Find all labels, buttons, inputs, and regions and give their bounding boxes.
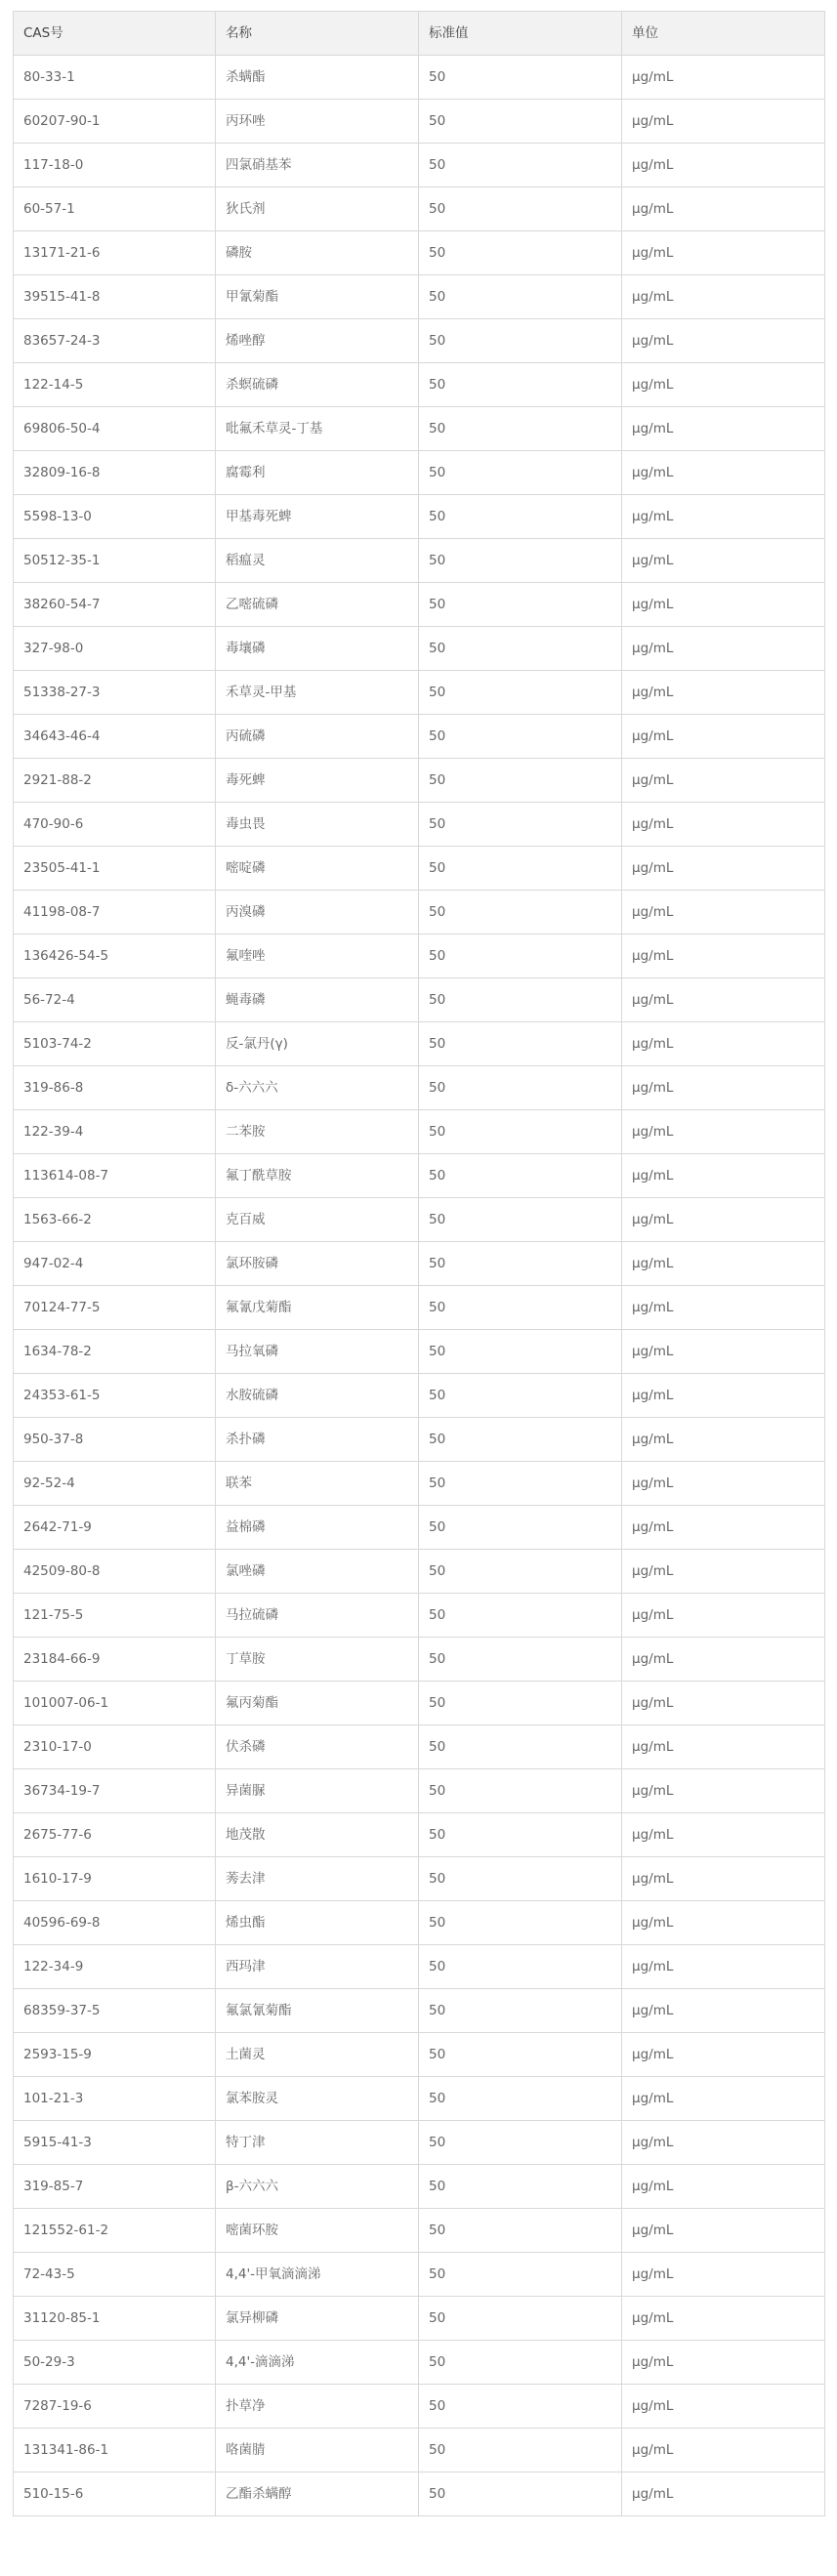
cell-name: 嘧菌环胺	[216, 2209, 419, 2253]
table-row	[14, 715, 825, 759]
cell-unit: μg/mL	[622, 583, 825, 627]
cell-name: 丙硫磷	[216, 715, 419, 759]
cell-standard-value: 50	[419, 759, 622, 803]
cell-cas: 38260-54-7	[14, 583, 216, 627]
cell-cas: 122-39-4	[14, 1110, 216, 1154]
cell-standard-value: 50	[419, 2472, 622, 2516]
cell-standard-value: 50	[419, 1506, 622, 1550]
cell-name: 反-氯丹(γ)	[216, 1022, 419, 1066]
table-row	[14, 2385, 825, 2429]
table-row	[14, 187, 825, 231]
cell-unit: μg/mL	[622, 1330, 825, 1374]
table-row	[14, 1506, 825, 1550]
cell-standard-value: 50	[419, 1945, 622, 1989]
cell-name: 禾草灵-甲基	[216, 671, 419, 715]
cell-name: 氯异柳磷	[216, 2297, 419, 2341]
cell-cas: 24353-61-5	[14, 1374, 216, 1418]
cell-cas: 101007-06-1	[14, 1682, 216, 1725]
cell-standard-value: 50	[419, 1374, 622, 1418]
cell-cas: 510-15-6	[14, 2472, 216, 2516]
cell-name: 甲氰菊酯	[216, 275, 419, 319]
cell-name: 丙溴磷	[216, 891, 419, 935]
cell-name: 土菌灵	[216, 2033, 419, 2077]
cell-unit: μg/mL	[622, 1418, 825, 1462]
table-row	[14, 1022, 825, 1066]
table-row	[14, 1550, 825, 1594]
table-row	[14, 2253, 825, 2297]
cell-unit: μg/mL	[622, 1594, 825, 1638]
table-row	[14, 1857, 825, 1901]
cell-cas: 5103-74-2	[14, 1022, 216, 1066]
cell-unit: μg/mL	[622, 56, 825, 100]
table-row	[14, 2341, 825, 2385]
cell-unit: μg/mL	[622, 451, 825, 495]
cell-name: 伏杀磷	[216, 1725, 419, 1769]
cell-unit: μg/mL	[622, 1066, 825, 1110]
table-row	[14, 1638, 825, 1682]
cell-cas: 51338-27-3	[14, 671, 216, 715]
cell-cas: 101-21-3	[14, 2077, 216, 2121]
table-row	[14, 407, 825, 451]
cell-cas: 69806-50-4	[14, 407, 216, 451]
cell-name: 杀扑磷	[216, 1418, 419, 1462]
cell-unit: μg/mL	[622, 1857, 825, 1901]
table-row	[14, 2121, 825, 2165]
table-row	[14, 2165, 825, 2209]
cell-cas: 121552-61-2	[14, 2209, 216, 2253]
cell-name: 氯唑磷	[216, 1550, 419, 1594]
cell-cas: 36734-19-7	[14, 1769, 216, 1813]
cell-standard-value: 50	[419, 1198, 622, 1242]
cell-cas: 41198-08-7	[14, 891, 216, 935]
cell-unit: μg/mL	[622, 275, 825, 319]
cell-cas: 131341-86-1	[14, 2429, 216, 2472]
cell-name: 蝇毒磷	[216, 978, 419, 1022]
table-row	[14, 275, 825, 319]
cell-cas: 7287-19-6	[14, 2385, 216, 2429]
cell-standard-value: 50	[419, 847, 622, 891]
cell-name: δ-六六六	[216, 1066, 419, 1110]
cell-cas: 947-02-4	[14, 1242, 216, 1286]
cell-cas: 60-57-1	[14, 187, 216, 231]
cell-standard-value: 50	[419, 1901, 622, 1945]
cell-name: 乙酯杀螨醇	[216, 2472, 419, 2516]
cell-standard-value: 50	[419, 715, 622, 759]
cell-cas: 113614-08-7	[14, 1154, 216, 1198]
cell-unit: μg/mL	[622, 1989, 825, 2033]
cell-standard-value: 50	[419, 1066, 622, 1110]
cell-standard-value: 50	[419, 1857, 622, 1901]
cell-name: 乙嘧硫磷	[216, 583, 419, 627]
table-row	[14, 2209, 825, 2253]
table-row	[14, 1110, 825, 1154]
cell-cas: 13171-21-6	[14, 231, 216, 275]
cell-cas: 2310-17-0	[14, 1725, 216, 1769]
cell-name: β-六六六	[216, 2165, 419, 2209]
cell-standard-value: 50	[419, 2209, 622, 2253]
cell-standard-value: 50	[419, 1725, 622, 1769]
cell-name: 稻瘟灵	[216, 539, 419, 583]
cell-cas: 2593-15-9	[14, 2033, 216, 2077]
cell-unit: μg/mL	[622, 539, 825, 583]
table-row	[14, 1418, 825, 1462]
table-row	[14, 1374, 825, 1418]
cell-name: 4,4'-滴滴涕	[216, 2341, 419, 2385]
cell-name: 杀螟硫磷	[216, 363, 419, 407]
cell-unit: μg/mL	[622, 319, 825, 363]
cell-unit: μg/mL	[622, 627, 825, 671]
cell-unit: μg/mL	[622, 935, 825, 978]
cell-standard-value: 50	[419, 100, 622, 144]
cell-unit: μg/mL	[622, 2209, 825, 2253]
cell-name: 嘧啶磷	[216, 847, 419, 891]
table-row	[14, 1901, 825, 1945]
cell-unit: μg/mL	[622, 231, 825, 275]
cell-name: 二苯胺	[216, 1110, 419, 1154]
cell-standard-value: 50	[419, 1154, 622, 1198]
cell-name: 丙环唑	[216, 100, 419, 144]
cell-cas: 1634-78-2	[14, 1330, 216, 1374]
cell-unit: μg/mL	[622, 2385, 825, 2429]
table-row	[14, 935, 825, 978]
cell-standard-value: 50	[419, 2385, 622, 2429]
cell-standard-value: 50	[419, 275, 622, 319]
cell-unit: μg/mL	[622, 1901, 825, 1945]
table-row	[14, 1594, 825, 1638]
cell-standard-value: 50	[419, 671, 622, 715]
cell-cas: 5915-41-3	[14, 2121, 216, 2165]
cell-unit: μg/mL	[622, 2297, 825, 2341]
cell-name: 腐霉利	[216, 451, 419, 495]
cell-unit: μg/mL	[622, 1198, 825, 1242]
table-row	[14, 56, 825, 100]
cell-name: 四氯硝基苯	[216, 144, 419, 187]
cell-name: 咯菌腈	[216, 2429, 419, 2472]
cell-cas: 70124-77-5	[14, 1286, 216, 1330]
cell-standard-value: 50	[419, 1813, 622, 1857]
cell-cas: 34643-46-4	[14, 715, 216, 759]
cell-standard-value: 50	[419, 187, 622, 231]
cell-cas: 32809-16-8	[14, 451, 216, 495]
cell-unit: μg/mL	[622, 2033, 825, 2077]
standards-table	[13, 11, 825, 2516]
cell-unit: μg/mL	[622, 187, 825, 231]
cell-unit: μg/mL	[622, 2472, 825, 2516]
table-row	[14, 100, 825, 144]
cell-name: 氟氯氰菊酯	[216, 1989, 419, 2033]
cell-cas: 83657-24-3	[14, 319, 216, 363]
cell-standard-value: 50	[419, 495, 622, 539]
cell-unit: μg/mL	[622, 495, 825, 539]
table-row	[14, 759, 825, 803]
cell-standard-value: 50	[419, 978, 622, 1022]
header-name: 名称	[216, 12, 419, 56]
cell-unit: μg/mL	[622, 1022, 825, 1066]
cell-standard-value: 50	[419, 2297, 622, 2341]
cell-unit: μg/mL	[622, 1945, 825, 1989]
cell-name: 甲基毒死蜱	[216, 495, 419, 539]
cell-unit: μg/mL	[622, 803, 825, 847]
cell-standard-value: 50	[419, 803, 622, 847]
cell-cas: 319-85-7	[14, 2165, 216, 2209]
cell-standard-value: 50	[419, 539, 622, 583]
cell-standard-value: 50	[419, 1286, 622, 1330]
cell-standard-value: 50	[419, 1550, 622, 1594]
cell-cas: 2642-71-9	[14, 1506, 216, 1550]
cell-unit: μg/mL	[622, 1374, 825, 1418]
cell-cas: 136426-54-5	[14, 935, 216, 978]
cell-unit: μg/mL	[622, 2341, 825, 2385]
cell-standard-value: 50	[419, 451, 622, 495]
cell-cas: 92-52-4	[14, 1462, 216, 1506]
cell-name: 氟喹唑	[216, 935, 419, 978]
cell-cas: 40596-69-8	[14, 1901, 216, 1945]
cell-cas: 327-98-0	[14, 627, 216, 671]
cell-cas: 5598-13-0	[14, 495, 216, 539]
cell-standard-value: 50	[419, 1989, 622, 2033]
table-row	[14, 1198, 825, 1242]
cell-cas: 80-33-1	[14, 56, 216, 100]
cell-unit: μg/mL	[622, 715, 825, 759]
header-row	[14, 12, 825, 56]
cell-cas: 1563-66-2	[14, 1198, 216, 1242]
cell-standard-value: 50	[419, 1110, 622, 1154]
cell-standard-value: 50	[419, 319, 622, 363]
cell-name: 丁草胺	[216, 1638, 419, 1682]
cell-cas: 122-34-9	[14, 1945, 216, 1989]
header-unit: 单位	[622, 12, 825, 56]
cell-cas: 31120-85-1	[14, 2297, 216, 2341]
cell-name: 磷胺	[216, 231, 419, 275]
cell-unit: μg/mL	[622, 759, 825, 803]
cell-standard-value: 50	[419, 56, 622, 100]
cell-name: 4,4'-甲氧滴滴涕	[216, 2253, 419, 2297]
cell-name: 杀螨酯	[216, 56, 419, 100]
table-row	[14, 2077, 825, 2121]
table-row	[14, 1330, 825, 1374]
cell-unit: μg/mL	[622, 407, 825, 451]
header-cas: CAS号	[14, 12, 216, 56]
cell-unit: μg/mL	[622, 2429, 825, 2472]
cell-name: 氯环胺磷	[216, 1242, 419, 1286]
cell-standard-value: 50	[419, 363, 622, 407]
cell-name: 水胺硫磷	[216, 1374, 419, 1418]
cell-name: 狄氏剂	[216, 187, 419, 231]
cell-unit: μg/mL	[622, 1242, 825, 1286]
cell-standard-value: 50	[419, 2341, 622, 2385]
cell-standard-value: 50	[419, 407, 622, 451]
table-row	[14, 847, 825, 891]
cell-name: 毒壤磷	[216, 627, 419, 671]
cell-cas: 950-37-8	[14, 1418, 216, 1462]
cell-standard-value: 50	[419, 144, 622, 187]
cell-standard-value: 50	[419, 2165, 622, 2209]
table-row	[14, 1682, 825, 1725]
cell-cas: 470-90-6	[14, 803, 216, 847]
cell-cas: 23184-66-9	[14, 1638, 216, 1682]
cell-standard-value: 50	[419, 627, 622, 671]
cell-name: 氟氰戊菊酯	[216, 1286, 419, 1330]
cell-unit: μg/mL	[622, 1550, 825, 1594]
cell-standard-value: 50	[419, 1330, 622, 1374]
cell-standard-value: 50	[419, 583, 622, 627]
cell-cas: 39515-41-8	[14, 275, 216, 319]
cell-cas: 2675-77-6	[14, 1813, 216, 1857]
cell-name: 氯苯胺灵	[216, 2077, 419, 2121]
table-row	[14, 1769, 825, 1813]
cell-standard-value: 50	[419, 1638, 622, 1682]
cell-standard-value: 50	[419, 2253, 622, 2297]
cell-unit: μg/mL	[622, 1813, 825, 1857]
table-row	[14, 451, 825, 495]
cell-cas: 42509-80-8	[14, 1550, 216, 1594]
header-standard-value: 标准值	[419, 12, 622, 56]
cell-name: 马拉氧磷	[216, 1330, 419, 1374]
table-row	[14, 1813, 825, 1857]
table-row	[14, 363, 825, 407]
cell-cas: 50512-35-1	[14, 539, 216, 583]
cell-cas: 122-14-5	[14, 363, 216, 407]
cell-unit: μg/mL	[622, 363, 825, 407]
cell-name: 莠去津	[216, 1857, 419, 1901]
table-row	[14, 2472, 825, 2516]
cell-unit: μg/mL	[622, 1110, 825, 1154]
table-row	[14, 495, 825, 539]
cell-cas: 319-86-8	[14, 1066, 216, 1110]
cell-cas: 23505-41-1	[14, 847, 216, 891]
cell-unit: μg/mL	[622, 1506, 825, 1550]
cell-name: 异菌脲	[216, 1769, 419, 1813]
table-row	[14, 1286, 825, 1330]
table-row	[14, 1989, 825, 2033]
table-row	[14, 1154, 825, 1198]
table-header	[14, 12, 825, 56]
cell-unit: μg/mL	[622, 1286, 825, 1330]
table-row	[14, 627, 825, 671]
cell-standard-value: 50	[419, 891, 622, 935]
cell-name: 扑草净	[216, 2385, 419, 2429]
cell-name: 吡氟禾草灵-丁基	[216, 407, 419, 451]
cell-cas: 60207-90-1	[14, 100, 216, 144]
cell-standard-value: 50	[419, 2121, 622, 2165]
cell-standard-value: 50	[419, 1769, 622, 1813]
table-row	[14, 1725, 825, 1769]
cell-name: 益棉磷	[216, 1506, 419, 1550]
table-row	[14, 671, 825, 715]
cell-standard-value: 50	[419, 1022, 622, 1066]
cell-name: 毒虫畏	[216, 803, 419, 847]
table-row	[14, 144, 825, 187]
cell-standard-value: 50	[419, 2077, 622, 2121]
cell-name: 西玛津	[216, 1945, 419, 1989]
cell-unit: μg/mL	[622, 978, 825, 1022]
cell-unit: μg/mL	[622, 2165, 825, 2209]
table-row	[14, 891, 825, 935]
cell-unit: μg/mL	[622, 847, 825, 891]
cell-standard-value: 50	[419, 2429, 622, 2472]
table-row	[14, 2297, 825, 2341]
table-row	[14, 583, 825, 627]
cell-unit: μg/mL	[622, 144, 825, 187]
table-row	[14, 803, 825, 847]
cell-unit: μg/mL	[622, 1638, 825, 1682]
table-row	[14, 539, 825, 583]
table-row	[14, 1242, 825, 1286]
cell-cas: 50-29-3	[14, 2341, 216, 2385]
cell-name: 烯虫酯	[216, 1901, 419, 1945]
cell-unit: μg/mL	[622, 1769, 825, 1813]
table-row	[14, 2033, 825, 2077]
table-row	[14, 1945, 825, 1989]
table-row	[14, 319, 825, 363]
cell-name: 地茂散	[216, 1813, 419, 1857]
cell-name: 毒死蜱	[216, 759, 419, 803]
cell-cas: 1610-17-9	[14, 1857, 216, 1901]
cell-unit: μg/mL	[622, 671, 825, 715]
table-row	[14, 231, 825, 275]
cell-standard-value: 50	[419, 1242, 622, 1286]
cell-cas: 117-18-0	[14, 144, 216, 187]
cell-standard-value: 50	[419, 1418, 622, 1462]
cell-unit: μg/mL	[622, 2121, 825, 2165]
cell-name: 特丁津	[216, 2121, 419, 2165]
table-body	[14, 56, 825, 2516]
cell-unit: μg/mL	[622, 2077, 825, 2121]
cell-unit: μg/mL	[622, 100, 825, 144]
table-row	[14, 2429, 825, 2472]
cell-standard-value: 50	[419, 1462, 622, 1506]
cell-cas: 56-72-4	[14, 978, 216, 1022]
cell-unit: μg/mL	[622, 891, 825, 935]
cell-standard-value: 50	[419, 231, 622, 275]
cell-unit: μg/mL	[622, 2253, 825, 2297]
cell-unit: μg/mL	[622, 1462, 825, 1506]
cell-standard-value: 50	[419, 1682, 622, 1725]
cell-cas: 68359-37-5	[14, 1989, 216, 2033]
cell-cas: 72-43-5	[14, 2253, 216, 2297]
cell-name: 马拉硫磷	[216, 1594, 419, 1638]
cell-cas: 2921-88-2	[14, 759, 216, 803]
cell-unit: μg/mL	[622, 1682, 825, 1725]
table-row	[14, 978, 825, 1022]
cell-unit: μg/mL	[622, 1154, 825, 1198]
cell-name: 克百威	[216, 1198, 419, 1242]
table-row	[14, 1462, 825, 1506]
table-row	[14, 1066, 825, 1110]
cell-standard-value: 50	[419, 935, 622, 978]
cell-name: 烯唑醇	[216, 319, 419, 363]
cell-name: 联苯	[216, 1462, 419, 1506]
cell-standard-value: 50	[419, 2033, 622, 2077]
cell-standard-value: 50	[419, 1594, 622, 1638]
cell-unit: μg/mL	[622, 1725, 825, 1769]
cell-name: 氟丁酰草胺	[216, 1154, 419, 1198]
cell-name: 氟丙菊酯	[216, 1682, 419, 1725]
cell-cas: 121-75-5	[14, 1594, 216, 1638]
